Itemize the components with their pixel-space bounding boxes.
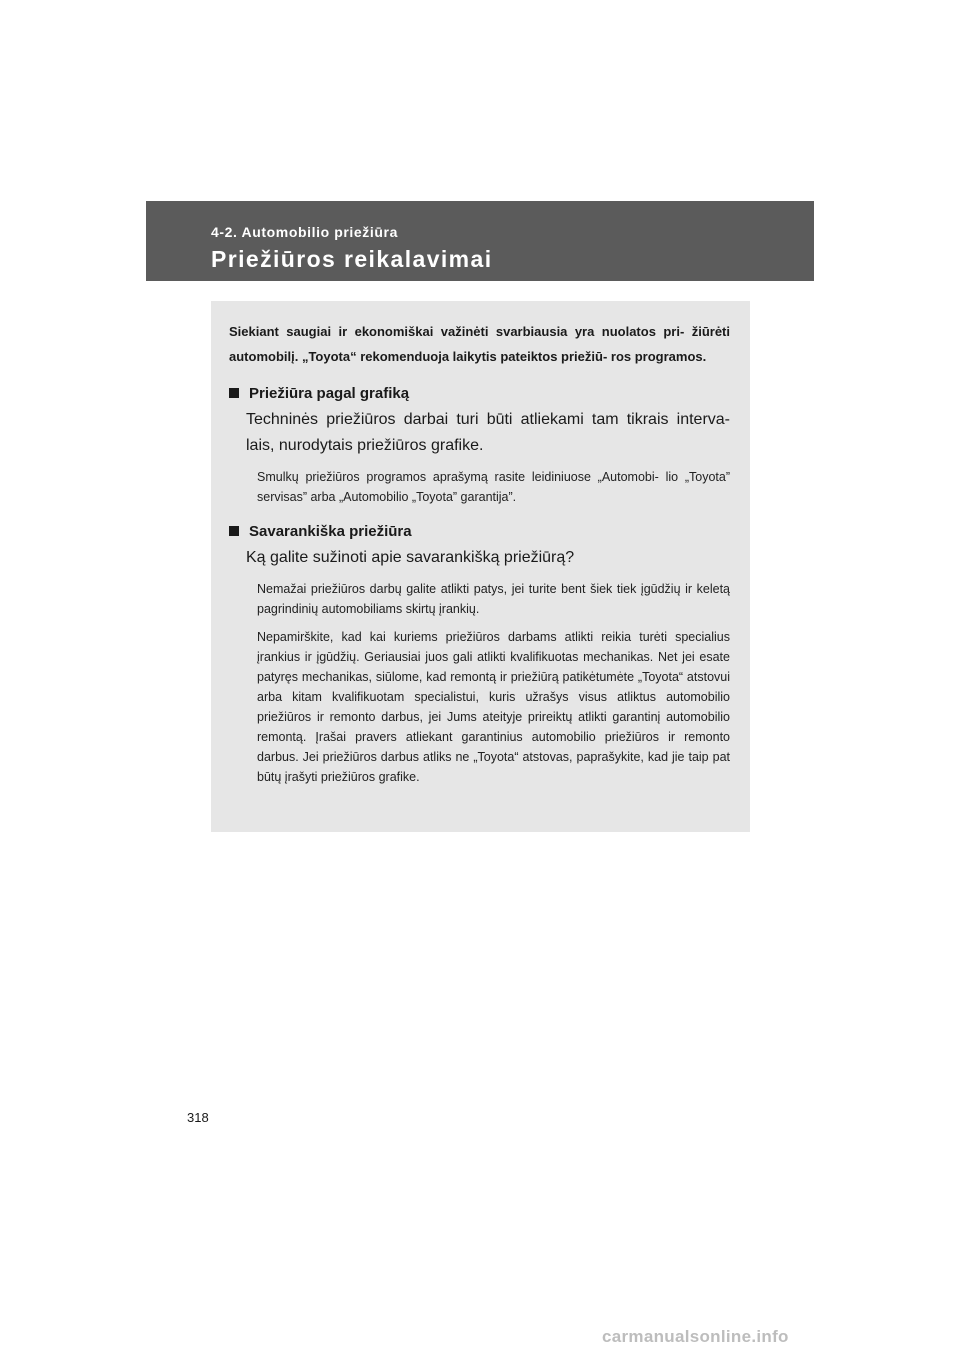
page-title: Priežiūros reikalavimai: [211, 246, 493, 272]
section-heading-text: Priežiūra pagal grafiką: [249, 384, 410, 402]
section-note: Nemažai priežiūros darbų galite atlikti patys, jei turite bent šiek tiek įgūdžių ir keletą pagrindinių automobiliams skirtų įrankių.: [257, 582, 730, 616]
section-label: 4-2. Automobilio priežiūra: [211, 224, 398, 240]
section-lead: Ką galite sužinoti apie savarankišką priežiūrą?: [246, 549, 575, 566]
intro-paragraph: Siekiant saugiai ir ekonomiškai važinėti svarbiausia yra nuolatos pri- žiūrėti automobilį. „Toyota“ rekomenduoja laikytis pateiktos priežiū- ros programos.: [229, 324, 730, 364]
watermark: carmanualsonline.info: [602, 1327, 789, 1346]
section-heading-schedule: [229, 383, 730, 403]
content-box: [211, 301, 750, 832]
square-bullet-icon: [229, 388, 239, 398]
section-lead: Techninės priežiūros darbai turi būti atliekami tam tikrais interva- lais, nurodytais priežiūros grafike.: [246, 411, 730, 454]
section-heading-text: Savarankiška priežiūra: [249, 522, 412, 540]
section-note: Smulkų priežiūros programos aprašymą rasite leidiniuose „Automobi- lio „Toyota” servisas” arba „Automobilio „Toyota” garantija”.: [257, 470, 730, 504]
section-heading-self-maintenance: [229, 521, 730, 541]
page-number: 318: [187, 1110, 209, 1125]
square-bullet-icon: [229, 526, 239, 536]
header-band: [146, 201, 814, 281]
section-note: Nepamirškite, kad kai kuriems priežiūros darbams atlikti reikia turėti specialius įrankius ir įgūdžių. Geriausiai juos gali atlikti kvalifikuotas mechanikas. Net jei esate patyręs mechanikas, siūlome, kad remontą ir priežiūrą patikėtumėte „Toyota“ atstovui arba kitam kvalifikuotam specialistui, kuris užrašys visus atliktus automobilio priežiūros ir remonto darbus, jei Jums ateityje prireiktų atlikti garantinį automobilio remontą. Įrašai pravers atliekant garantinius automobilio priežiūros ir remonto darbus. Jei priežiūros darbus atliks ne „Toyota“ atstovas, paprašykite, kad jie taip pat būtų įrašyti priežiūros grafike.: [257, 630, 730, 784]
